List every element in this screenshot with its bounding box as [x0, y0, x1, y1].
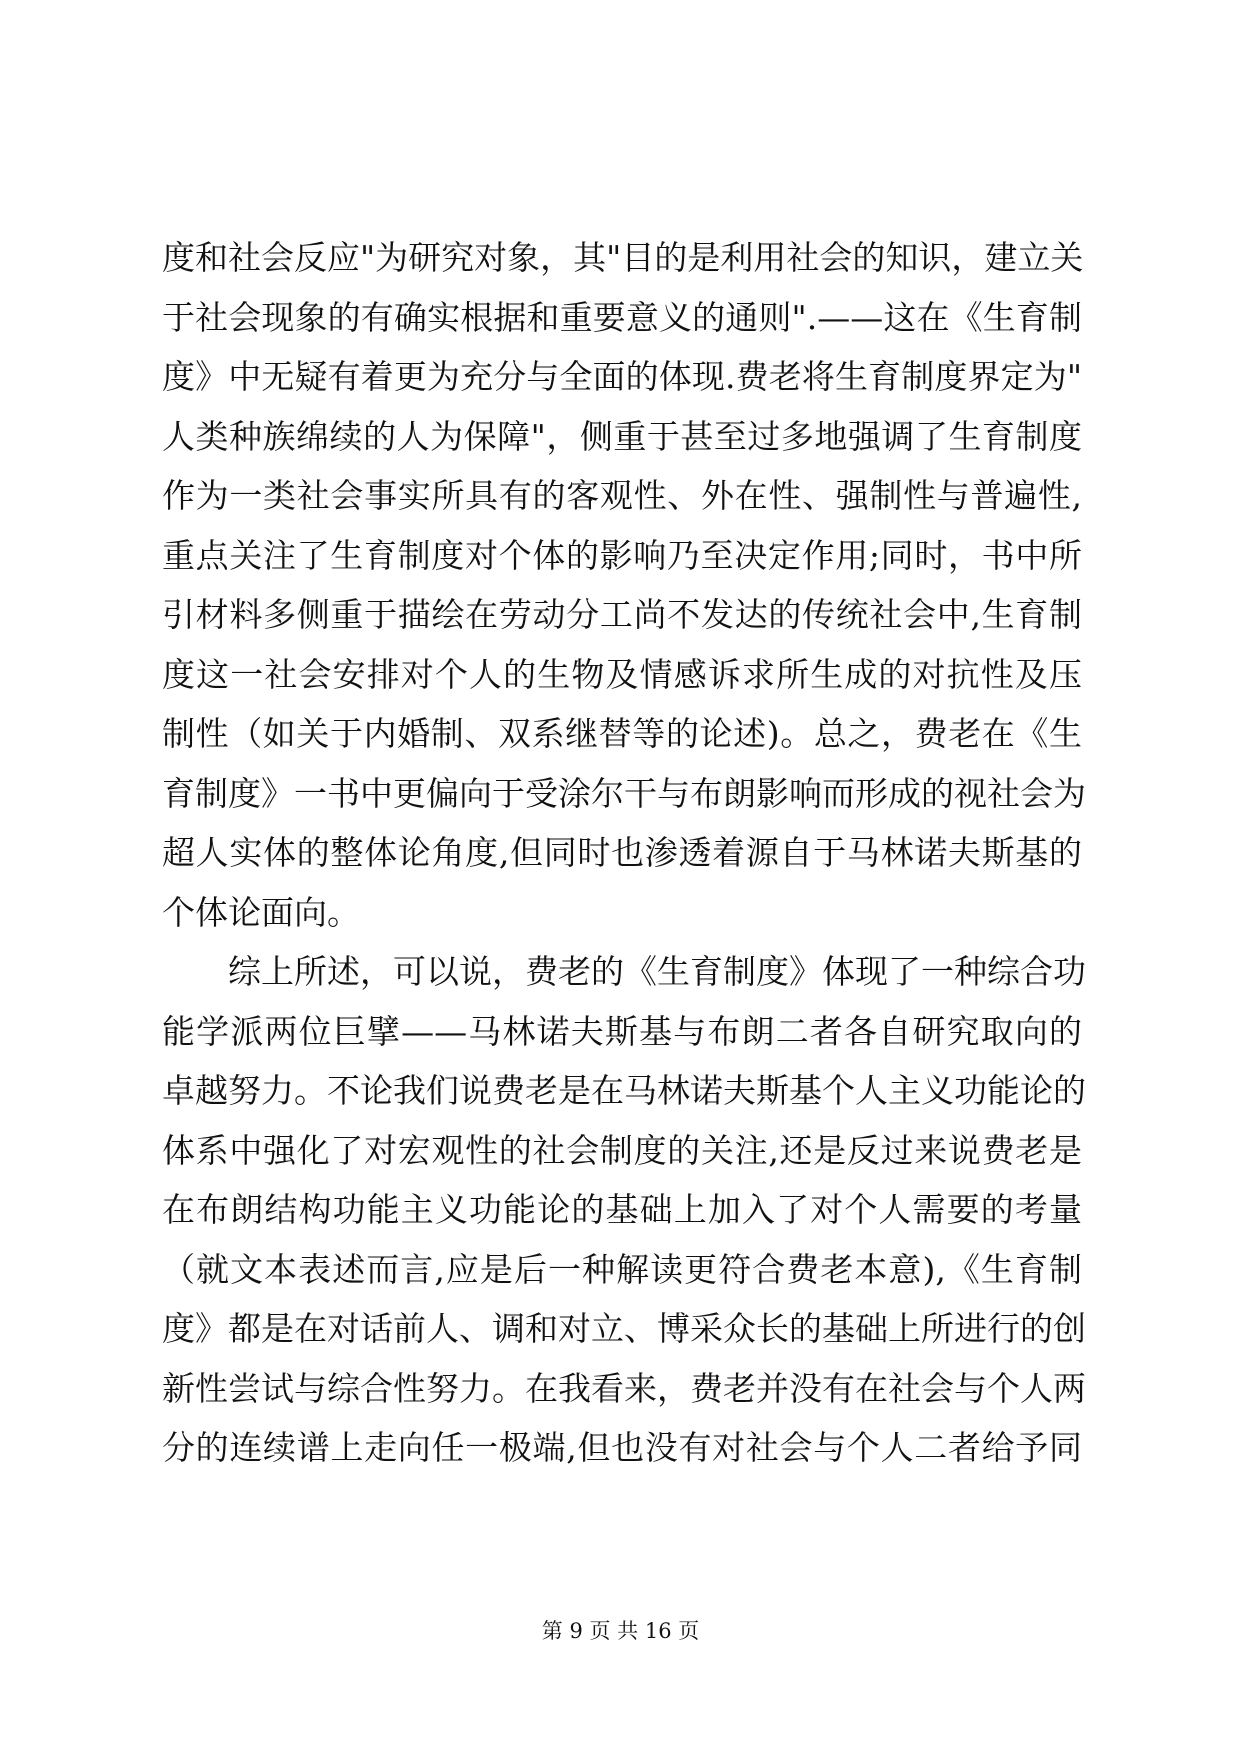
body-text: [162, 228, 1086, 1478]
paragraph-1-line: 个体论面向。: [162, 892, 360, 932]
paragraph-1-line: 度这一社会安排对个人的生物及情感诉求所生成的对抗性及压: [162, 654, 1082, 694]
paragraph-1-line: 引材料多侧重于描绘在劳动分工尚不发达的传统社会中,生育制: [162, 595, 1082, 634]
paragraph-1-line: 育制度》一书中更偏向于受涂尔干与布朗影响而形成的视社会为: [162, 773, 1086, 813]
page-number-footer: 第 9 页 共 16 页: [541, 1619, 700, 1643]
paragraph-1-line: 重点关注了生育制度对个体的影响乃至决定作用;同时，书中所: [162, 535, 1082, 575]
paragraph-1-line: 于社会现象的有确实根据和重要意义的通则".——这在《生育制: [162, 297, 1082, 337]
paragraph-2-line: 度》都是在对话前人、调和对立、博采众长的基础上所进行的创: [162, 1309, 1086, 1348]
paragraph-1-line: 人类种族绵续的人为保障"，侧重于甚至过多地强调了生育制度: [162, 416, 1082, 456]
paragraph-2-line: 卓越努力。不论我们说费老是在马林诺夫斯基个人主义功能论的: [162, 1071, 1086, 1110]
paragraph-2-line: 分的连续谱上走向任一极端,但也没有对社会与个人二者给予同: [162, 1428, 1082, 1467]
paragraph-2-line: 体系中强化了对宏观性的社会制度的关注,还是反过来说费老是: [162, 1130, 1082, 1170]
paragraph-1-line: 制性（如关于内婚制、双系继替等的论述)。总之，费老在《生: [162, 714, 1082, 753]
paragraph-1-line: 作为一类社会事实所具有的客观性、外在性、强制性与普遍性,: [162, 476, 1082, 515]
paragraph-2-line: 综上所述，可以说，费老的《生育制度》体现了一种综合功: [228, 952, 1086, 991]
paragraph-2-line: 能学派两位巨擘——马林诺夫斯基与布朗二者各自研究取向的: [162, 1011, 1082, 1051]
paragraph-1-line: 超人实体的整体论角度,但同时也渗透着源自于马林诺夫斯基的: [162, 833, 1082, 872]
paragraph-1-line: 度和社会反应"为研究对象，其"目的是利用社会的知识，建立关: [162, 238, 1084, 277]
paragraph-2-line: （就文本表述而言,应是后一种解读更符合费老本意),《生育制: [162, 1249, 1082, 1289]
paragraph-2-line: 新性尝试与综合性努力。在我看来，费老并没有在社会与个人两: [162, 1368, 1086, 1408]
paragraph-1-line: 度》中无疑有着更为充分与全面的体现.费老将生育制度界定为": [162, 357, 1082, 396]
paragraph-2-line: 在布朗结构功能主义功能论的基础上加入了对个人需要的考量: [162, 1190, 1082, 1229]
